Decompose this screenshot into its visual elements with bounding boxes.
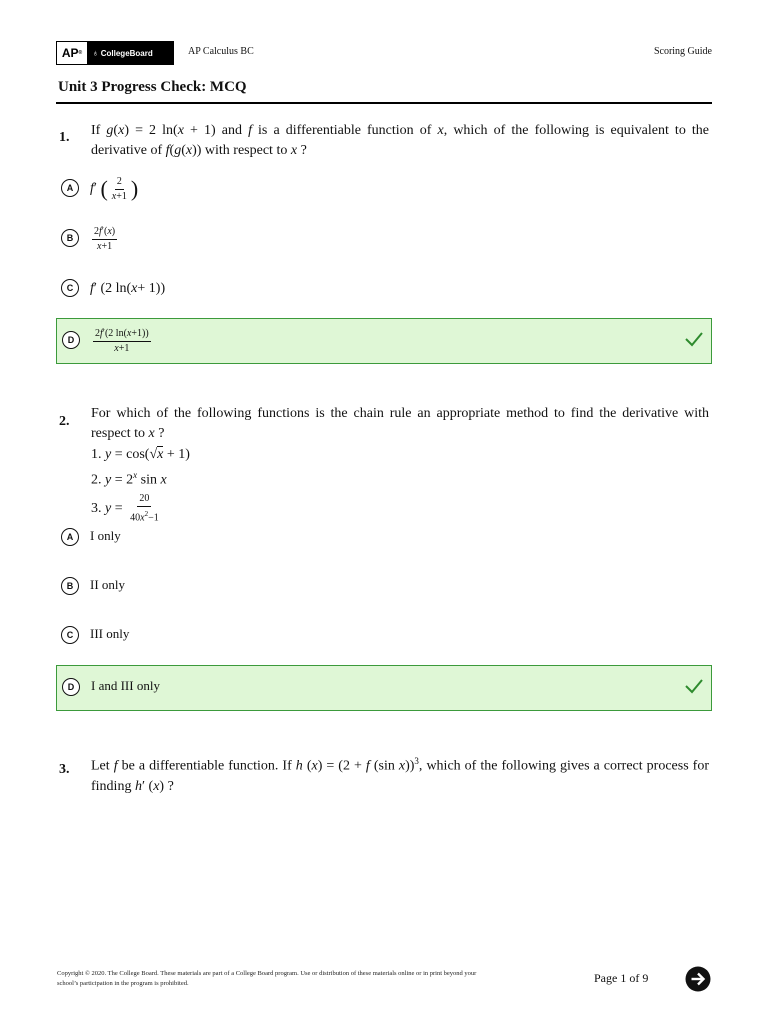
question-2-option-b[interactable] (56, 565, 712, 609)
question-1-option-a[interactable] (56, 167, 712, 211)
option-letter-badge: C (61, 279, 79, 297)
option-expression: f ′ (2 ln( x + 1)) (90, 281, 166, 296)
title-divider (56, 102, 712, 104)
option-letter-badge: B (61, 229, 79, 247)
question-2-option-a[interactable] (56, 516, 712, 560)
question-number: 1. (59, 130, 70, 145)
checkmark-icon (683, 675, 705, 697)
question-2-text: For which of the following functions is the chain rule an appropriate method to find the derivative with respect to x ? (91, 406, 709, 441)
scoring-guide-label: Scoring Guide (653, 46, 712, 57)
next-page-arrow-icon[interactable] (685, 966, 711, 992)
question-2-function-list (91, 445, 709, 524)
option-letter-badge: A (61, 179, 79, 197)
collegeboard-logo (56, 41, 174, 65)
option-letter-badge: A (61, 528, 79, 546)
option-text: II only (90, 577, 126, 592)
question-1-option-d-correct[interactable] (56, 318, 712, 364)
option-text: I only (90, 528, 121, 543)
option-expression: f ′ ( $\frac{2}{x+1}$ ) (90, 175, 139, 202)
copyright-notice: Copyright © 2020. The College Board. These materials are part of a College Board program. Use or distribution of these materials online or in print beyond your school’s participation in the program is prohibited. (57, 970, 477, 987)
ap-logo: AP ® (57, 42, 87, 64)
course-name: AP Calculus BC (188, 46, 254, 57)
option-letter-badge: D (62, 331, 80, 349)
question-number: 2. (59, 414, 70, 429)
question-3-text: Let f be a differentiable function. If h (x) = (2 + f (sin x))$^3$, which of the following gives a correct process for finding h′ (x) ? (91, 756, 710, 794)
option-text: III only (90, 626, 130, 641)
collegeboard-wordmark: ♁ CollegeBoard (92, 48, 153, 58)
acorn-icon: ♁ (92, 48, 99, 58)
option-letter-badge: C (61, 626, 79, 644)
question-2-option-d-correct[interactable] (56, 665, 712, 711)
function-item-1: 1. y = cos(√x + 1) (91, 447, 190, 462)
checkmark-icon (683, 328, 705, 350)
page-title: Unit 3 Progress Check: MCQ (58, 79, 247, 95)
question-1-option-b[interactable] (56, 217, 712, 261)
function-item-2: 2. $y = 2^x$ sin x (91, 470, 167, 488)
question-1-option-c[interactable] (56, 267, 712, 311)
question-number: 3. (59, 762, 70, 777)
option-letter-badge: B (61, 577, 79, 595)
page-indicator: Page 1 of 9 (594, 971, 649, 985)
function-item-3: 3. y = $\frac{20}{40x^2-1}$ (91, 492, 159, 523)
option-expression: $\frac{2f'(x)}{x+1}$ (94, 225, 116, 252)
option-expression: $\frac{2f'(2 \ln(x+1))}{x+1}$ (95, 327, 149, 354)
question-1-text: If g(x) = 2 ln(x + 1) and f is a differentiable function of x, which of the following is equivalent to the derivative of f(g(x)) with respect to x ? (91, 123, 710, 158)
option-text: I and III only (91, 678, 160, 693)
option-letter-badge: D (62, 678, 80, 696)
question-2-option-c[interactable] (56, 614, 712, 658)
